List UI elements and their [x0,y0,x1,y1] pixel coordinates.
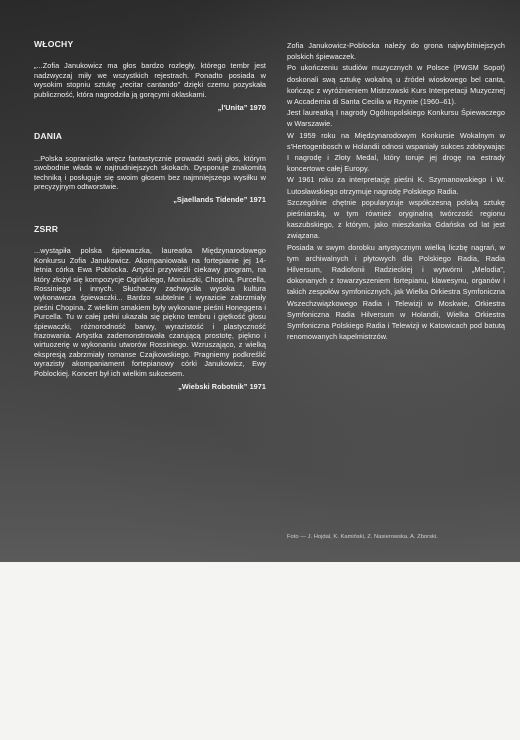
biography-paragraph: Posiada w swym dorobku artystycznym wielką liczbę nagrań, w tym archiwalnych i płytowych dla Polskiego Radia, Radia Hilversum, Radiofonii Radzieckiej i wytwórni „Melodia”, dokonanych z towarzyszeniem fortepianu, klawesynu, organów i takich zespołów symfonicznych, jak Wielka Orkiestra Symfoniczna Wszechzwiązkowego Radia i Telewizji w Moskwie, Orkiestra Symfoniczna Radia Hilversum w Holandii, Wielka Orkiestra Symfoniczna Polskiego Radia i Telewizji w Katowicach pod batutą renomowanych kapelmistrzów. [287,242,505,342]
biography-paragraph: Szczególnie chętnie popularyzuje współczesną polską sztukę pieśniarską, w tym również oryginalną twórczość regionu kaszubskiego, z którym, jako mieszkanka Gdańska od lat jest związana. [287,197,505,241]
review-text: ...Polska sopranistka wręcz fantastycznie prowadzi swój głos, którym swobodnie włada w najtrudniejszych skokach. Dysponuje znakomitą techniką i posługuje się swoim głosem bez najmniejszego wysiłku w precyzyjnym odtworstwie. [34,153,266,192]
review-heading: ZSRR [34,223,59,234]
review-source: „Sjaellands Tidende” 1971 [173,195,266,205]
press-reviews-column [34,40,266,411]
photo-credit: Foto — J. Hojdal, K. Kamiński, Z. Nasierowska, A. Zborski. [287,534,438,540]
review-italy [34,40,266,112]
review-ussr [34,225,266,392]
biography-column [287,40,505,342]
review-source: „l'Unita” 1970 [217,103,266,113]
review-text: „...Zofia Janukowicz ma głos bardzo rozległy, którego tembr jest nadzwyczaj miły we wszystkich rejestrach. Ponadto posiada w wysokim stopniu sztukę „recitar cantando” dzięki czemu pozyskała publiczność, która nagrodziła ją gorącymi oklaskami. [34,61,266,99]
review-denmark [34,132,266,204]
biography-paragraph: W 1961 roku za interpretację pieśni K. Szymanowskiego i W. Lutosławskiego otrzymuje nagrodę Polskiego Radia. [287,175,505,196]
review-text: ...wystąpiła polska śpiewaczka, laureatka Międzynarodowego Konkursu Zofia Janukowicz. Akompaniowała na fortepianie jej 14-letnia córka Ewa Poblocka. Artyści przywieźli ciekawy program, na który złożył się kompozycje Ogińskiego, Moniuszki, Chopina, Purcella, Rossiniego i innych. Słuchaczy zachwyciła wysoka kultura wykonawcza śpiewaczki... Bardzo subtelnie i wyrazicie zabrzmiały pieśni Chopina. Z wielkim smakiem były wykonane pieśni Honeggera i Purcella. Tu w całej pełni ukazała się piękno tembru i giętkość głosu śpiewaczki, różnorodność barwy, wyrazistość i plastyczność frazowania. Artystka zademonstrowała czarującą prostotę, piękno i wirtuozerię w wykonaniu utworów Rossiniego. Wzruszająco, z wielką ekspresją zabrzmiały romanse Czajkowskiego. Pragniemy podkreślić wyrazisty akompaniament fortepianowy córki Janukowicz, Ewy Poblockiej. Koncert był ich wielkim sukcesem. [34,246,266,378]
review-heading: DANIA [34,131,63,142]
review-source: „Wiebski Robotnik” 1971 [178,381,266,391]
biography-paragraph: Zofia Janukowicz-Poblocka należy do grona najwybitniejszych polskich śpiewaczek. [287,41,505,62]
biography-paragraph: Po ukończeniu studiów muzycznych w Polsce (PWSM Sopot) doskonali swą sztukę wokalną u źródeł wiosłowego bel canta, kończąc z wyróżnieniem Mistrzowski Kurs Interpretacji Muzycznej w Accademia di Santa Cecilia w Rzymie (1960–61). [287,63,505,107]
biography-paragraph: Jest laureatką I nagrody Ogólnopolskiego Konkursu Śpiewaczego w Warszawie. [287,108,505,129]
review-heading: WŁOCHY [34,39,74,49]
biography-paragraph: W 1959 roku na Międzynarodowym Konkursie Wokalnym w s'Hertogenbosch w Holandii odnosi wspaniały sukces zdobywając I nagrodę i Złoty Medal, który toruje jej drogę na estrady koncertowe całej Europy. [287,130,505,174]
